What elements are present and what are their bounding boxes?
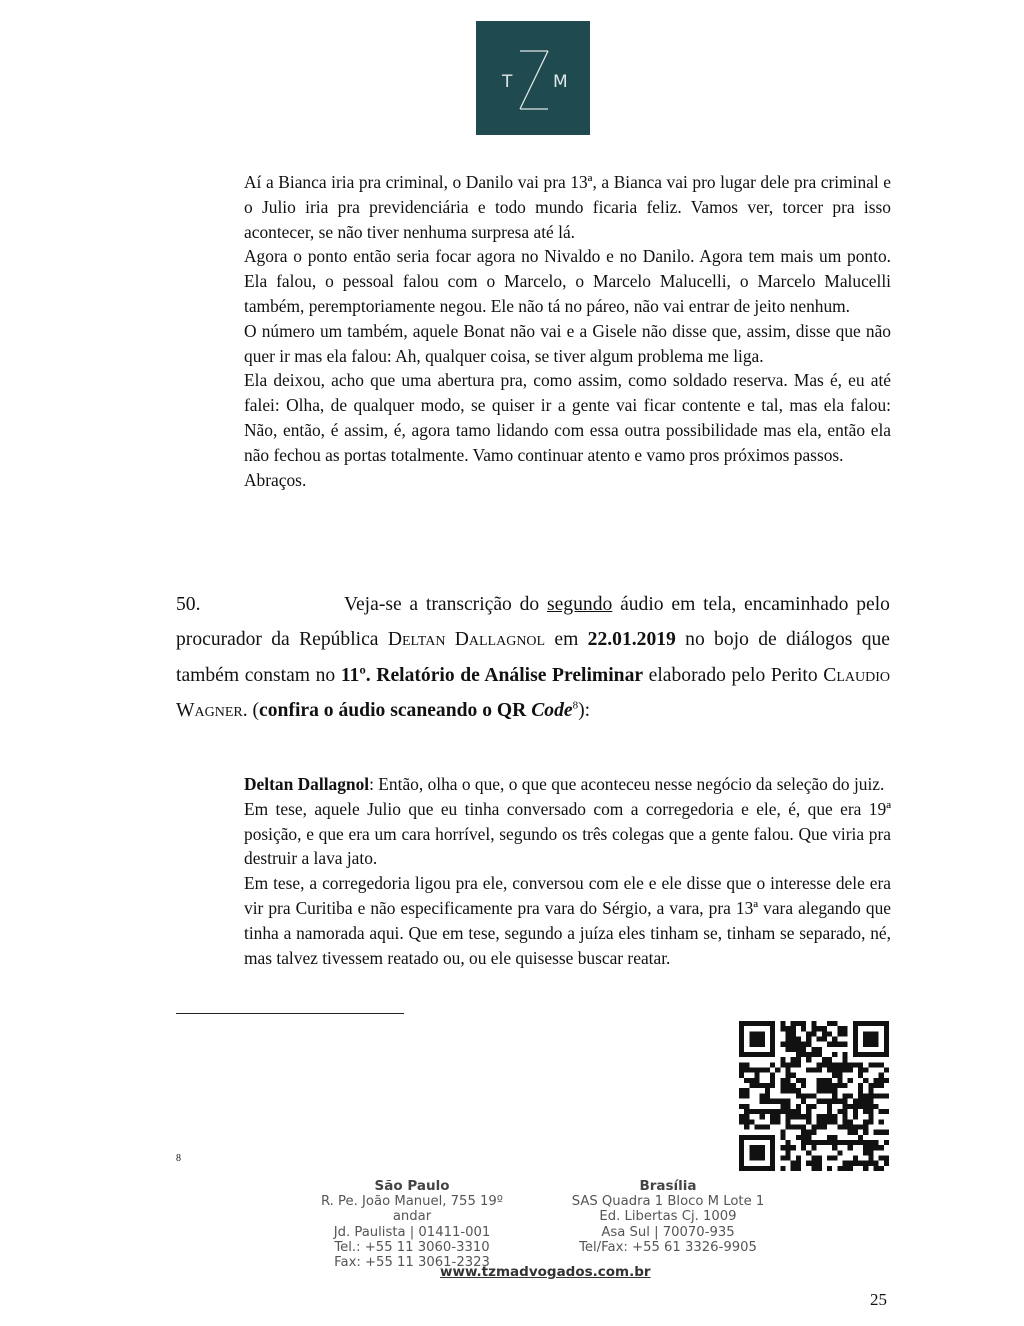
office-line: Ed. Libertas Cj. 1009 (599, 1209, 737, 1225)
paragraph-number: 50. (176, 594, 201, 615)
para-text: no bojo de diálogos que também constam no (176, 629, 890, 686)
office-line: R. Pe. João Manuel, 755 19º andar (320, 1194, 504, 1225)
footnote-mark: 8 (176, 1153, 181, 1164)
office-city: São Paulo (374, 1178, 450, 1194)
transcript-quote-2 (244, 772, 891, 970)
qr-note: confira o áudio scaneando o QR (259, 700, 532, 722)
para-text: elaborado pelo Perito (643, 664, 824, 686)
para-underlined: segundo (546, 594, 613, 615)
para-text: Veja-se a transcrição do (344, 594, 547, 615)
quote-paragraph: Aí a Bianca iria pra criminal, o Danilo vai pra 13ª, a Bianca vai pro lugar dele pra criminal e o Julio iria pra previdenciária e todo mundo ficaria feliz. Vamos ver, torcer pra isso acontecer, se não tiver nenhuma surpresa até lá. (244, 172, 891, 242)
footnote-divider (176, 1013, 404, 1014)
quote-paragraph: Agora o ponto então seria focar agora no Nivaldo e no Danilo. Agora tem mais um ponto. Ela falou, o pessoal falou com o Marcelo, o Marcelo Malucelli, o Marcelo Malucelli também, peremptoriamente negou. Ele não tá no páreo, não vai entrar de jeito nenhum. (244, 246, 891, 316)
logo-letter-t: T (502, 72, 513, 92)
report-title: 11º. Relatório de Análise Preliminar (340, 664, 644, 686)
quote-paragraph: Ela deixou, acho que uma abertura pra, como assim, como soldado reserva. Mas é, eu até falei: Olha, de qualquer modo, se quiser ir a gente vai ficar contente e tal, mas ela falou: Não, então, é assim, é, agora tamo lidando com essa outra possibilidade mas ela, então ela não fechou as portas totalmente. Vamo continuar atento e vamo pros próximos passos. (244, 370, 891, 465)
quote-paragraph: Abraços. (244, 469, 307, 490)
page-number: 25 (870, 1290, 887, 1309)
website-link[interactable]: www.tzmadvogados.com.br (440, 1264, 651, 1280)
person-name: Claudio Wagner (176, 664, 890, 722)
tzm-logo (476, 21, 590, 135)
office-line: Tel.: +55 11 3060-3310 (334, 1239, 490, 1255)
office-line: Jd. Paulista | 01411-001 (333, 1224, 491, 1240)
logo-letter-m: M (553, 72, 568, 92)
office-line: SAS Quadra 1 Bloco M Lote 1 (571, 1194, 765, 1210)
qr-code (739, 1021, 889, 1171)
quote-paragraph: Em tese, aquele Julio que eu tinha conversado com a corregedoria e ele, é, que era 19ª posição, e que era um cara horrível, segundo os três colegas que a gente falou. Que viria pra destruir a lava jato. (244, 798, 891, 869)
para-text: áudio em tela, encaminhado pelo procurador da República (176, 594, 890, 651)
office-line: Fax: +55 11 3061-2323 (334, 1255, 490, 1271)
speaker-name: Deltan Dallagnol (244, 774, 370, 794)
office-brasilia (570, 1179, 766, 1255)
office-line: Asa Sul | 70070-935 (601, 1224, 735, 1240)
person-name: Deltan Dallagnol (387, 629, 546, 651)
quote-paragraph: O número um também, aquele Bonat não vai e a Gisele não disse que, assim, disse que não quer ir mas ela falou: Ah, qualquer coisa, se tiver algum problema me liga. (244, 320, 891, 366)
paragraph-50 (176, 587, 890, 729)
transcript-quote-1 (244, 170, 891, 492)
qr-note-italic: Code (531, 700, 573, 722)
office-line: Tel/Fax: +55 61 3326-9905 (579, 1239, 757, 1255)
quote-text: : Então, olha o que, o que que aconteceu nesse negócio da seleção do juiz. (369, 774, 885, 794)
para-text: ): (578, 700, 591, 722)
quote-paragraph (244, 772, 891, 797)
quote-paragraph: Em tese, a corregedoria ligou pra ele, conversou com ele e ele disse que o interesse dele era vir pra Curitiba e não especificamente pra vara do Sérgio, a vara, pra 13ª vara alegando que tinha a namorada aqui. Que em tese, segundo a juíza eles tinham se, tinham se separado, né, mas talvez tivessem reatado ou, ou ele quisesse buscar reatar. (244, 873, 891, 968)
footnote-ref[interactable]: 8 (572, 699, 579, 712)
date: 22.01.2019 (587, 629, 676, 651)
para-text: em (545, 629, 588, 651)
para-text: . ( (242, 700, 260, 722)
office-city: Brasília (639, 1178, 697, 1194)
office-sao-paulo (300, 1179, 524, 1270)
